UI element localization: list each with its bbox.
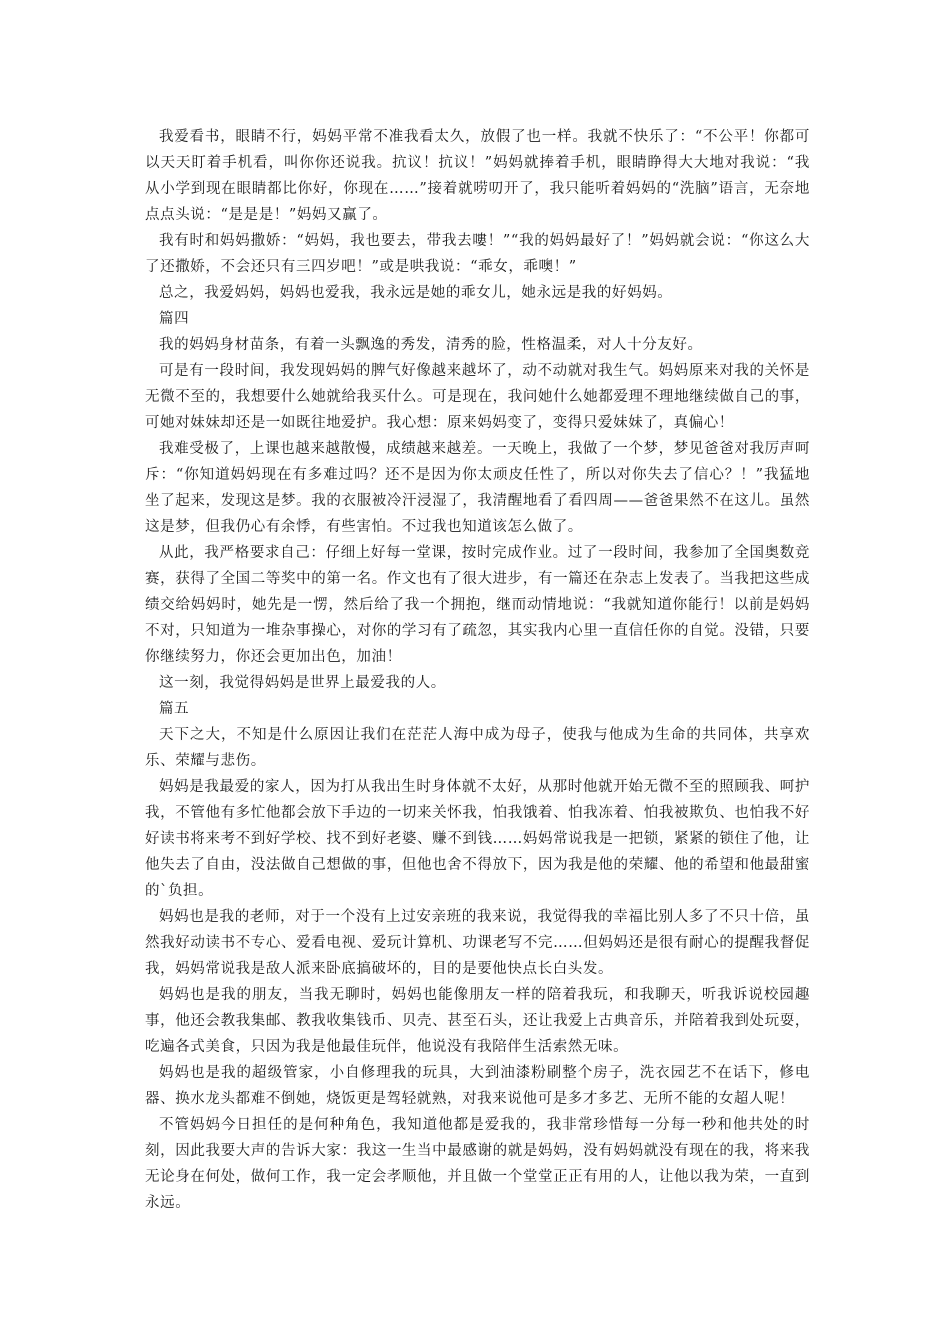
paragraph-fate: 天下之大，不知是什么原因让我们在茫茫人海中成为母子，使我与他成为生命的共同体，共享欢乐、荣耀与悲伤。 [145, 727, 810, 769]
paragraph-conclusion-4: 这一刻，我觉得妈妈是世界上最爱我的人。 [159, 675, 446, 691]
paragraph-summary: 总之，我爱妈妈，妈妈也爱我，我永远是她的乖女儿，她永远是我的好妈妈。 [159, 285, 673, 301]
paragraph-coquetry: 我有时和妈妈撒娇：“妈妈，我也要去，带我去嘍！”“我的妈妈最好了！”妈妈就会说：“你这么大了还撒娇，不会还只有三四岁吧！”或是哄我说：“乖女，乖噢！” [145, 233, 810, 275]
paragraph-friend: 妈妈也是我的朋友，当我无聊时，妈妈也能像朋友一样的陪着我玩，和我聊天，听我诉说校园趣事，他还会教我集邮、教我收集钱币、贝壳、甚至石头，还让我爱上古典音乐，并陪着我到处玩耍，吃遍各式美食，只因为我是他最佳玩伴，他说没有我陪伴生活索然无味。 [145, 987, 810, 1055]
section-heading-5: 篇五 [159, 701, 190, 717]
paragraph-improvement: 从此，我严格要求自己：仔细上好每一堂课，按时完成作业。过了一段时间，我参加了全国奥数竞赛，获得了全国二等奖中的第一名。作文也有了很大进步，有一篇还在杂志上发表了。当我把这些成绩交给妈妈时，她先是一愣，然后给了我一个拥抱，继而动情地说：“我就知道你能行！以前是妈妈不对，只知道为一堆杂事操心，对你的学习有了疏忽，其实我内心里一直信任你的自觉。没错，只要你继续努力，你还会更加出色，加油！ [145, 545, 810, 665]
section-heading-4: 篇四 [159, 311, 190, 327]
paragraph-teacher: 妈妈也是我的老师，对于一个没有上过安亲班的我来说，我觉得我的幸福比别人多了不只十倍，虽然我好动读书不专心、爱看电视、爱玩计算机、功课老写不完……但妈妈还是很有耐心的提醒我督促我，妈妈常说我是敌人派来卧底搞破坏的，目的是要他快点长白头发。 [145, 909, 810, 977]
paragraph-temper-change: 可是有一段时间，我发现妈妈的脾气好像越来越坏了，动不动就对我生气。妈妈原来对我的关怀是无微不至的，我想要什么她就给我买什么。可是现在，我问她什么她都爱理不理地继续做自己的事，可她对妹妹却还是一如既往地爱护。我心想：原来妈妈变了，变得只爱妹妹了，真偏心！ [145, 363, 810, 431]
paragraph-housekeeper: 妈妈也是我的超级管家，小自修理我的玩具，大到油漆粉刷整个房子，洗衣园艺不在话下，修电器、换水龙头都难不倒她，烧饭更是驾轻就熟，对我来说他可是多才多艺、无所不能的女超人呢！ [145, 1065, 810, 1107]
document-body [145, 124, 810, 1216]
paragraph-gratitude: 不管妈妈今日担任的是何种角色，我知道他都是爱我的，我非常珍惜每一分每一秒和他共处的时刻，因此我要大声的告诉大家：我这一生当中最感谢的就是妈妈，没有妈妈就没有现在的我，将来我无论身在何处，做何工作，我一定会孝顺他，并且做一个堂堂正正有用的人，让他以我为荣，一直到永远。 [145, 1117, 810, 1211]
paragraph-reading: 我爱看书，眼睛不行，妈妈平常不准我看太久，放假了也一样。我就不快乐了：“不公平！你都可以天天盯着手机看，叫你你还说我。抗议！抗议！”妈妈就捧着手机，眼睛睁得大大地对我说：“我从小学到现在眼睛都比你好，你现在……”接着就唠叨开了，我只能听着妈妈的“洗脑”语言，无奈地点点头说：“是是是！”妈妈又赢了。 [145, 129, 810, 223]
paragraph-family: 妈妈是我最爱的家人，因为打从我出生时身体就不太好，从那时他就开始无微不至的照顾我、呵护我，不管他有多忙他都会放下手边的一切来关怀我，怕我饿着、怕我冻着、怕我被欺负、也怕我不好好读书将来考不到好学校、找不到好老婆、赚不到钱……妈妈常说我是一把锁，紧紧的锁住了他，让他失去了自由，没法做自己想做的事，但他也舍不得放下，因为我是他的荣耀、他的希望和他最甜蜜的`负担。 [145, 779, 810, 899]
paragraph-mother-description: 我的妈妈身材苗条，有着一头飘逸的秀发，清秀的脸，性格温柔，对人十分友好。 [159, 337, 703, 353]
paragraph-dream: 我难受极了，上课也越来越散慢，成绩越来越差。一天晚上，我做了一个梦，梦见爸爸对我厉声呵斥：“你知道妈妈现在有多难过吗？还不是因为你太顽皮任性了，所以对你失去了信心？！”我猛地坐了起来，发现这是梦。我的衣服被冷汗浸湿了，我清醒地看了看四周——爸爸果然不在这儿。虽然这是梦，但我仍心有余悸，有些害怕。不过我也知道该怎么做了。 [145, 441, 810, 535]
